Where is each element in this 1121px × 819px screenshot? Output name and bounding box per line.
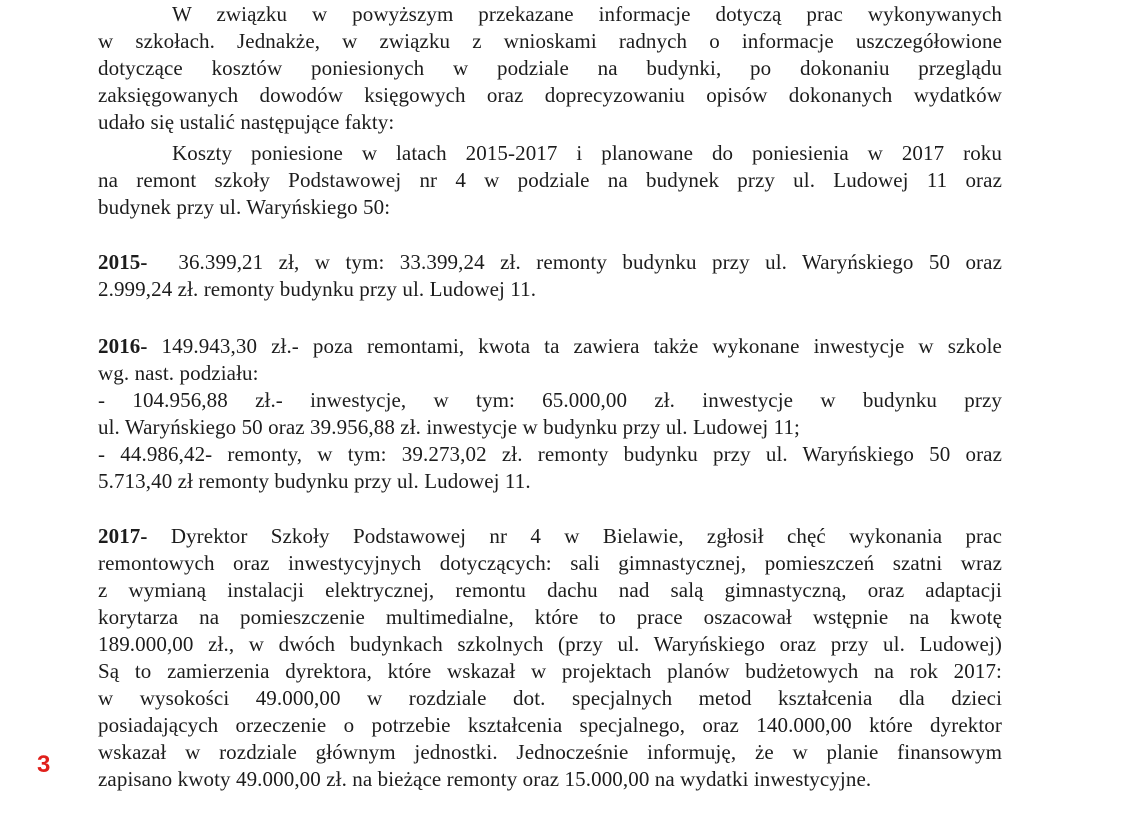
text-line: Koszty poniesione w latach 2015-2017 i planowane do poniesienia w 2017 roku <box>172 141 1002 165</box>
text-line: dotyczące kosztów poniesionych w podziale na budynki, po dokonaniu przeglądu <box>98 56 1002 80</box>
year-2017-text: Dyrektor Szkoły Podstawowej nr 4 w Bielawie, zgłosił chęć wykonania prac <box>170 524 1002 548</box>
text-line: 5.713,40 zł remonty budynku przy ul. Ludowej 11. <box>98 469 531 493</box>
text-line: korytarza na pomieszczenie multimedialne, które to prace oszacował wstępnie na kwotę <box>98 605 1002 629</box>
text-line: zaksięgowanych dowodów księgowych oraz doprecyzowaniu opisów dokonanych wydatków <box>98 83 1002 107</box>
year-2017-label: 2017- <box>98 524 148 548</box>
text-line: W związku w powyższym przekazane informacje dotyczą prac wykonywanych <box>172 2 1002 26</box>
page-number: 3 <box>37 751 51 778</box>
year-2016-label: 2016- <box>98 334 148 358</box>
text-line: na remont szkoły Podstawowej nr 4 w podziale na budynek przy ul. Ludowej 11 oraz <box>98 168 1002 192</box>
text-line: ul. Waryńskiego 50 oraz 39.956,88 zł. inwestycje w budynku przy ul. Ludowej 11; <box>98 415 800 439</box>
text-line: remontowych oraz inwestycyjnych dotyczących: sali gimnastycznej, pomieszczeń szatni wraz <box>98 551 1002 575</box>
text-line: posiadających orzeczenie o potrzebie kształcenia specjalnego, oraz 140.000,00 które dyrektor <box>98 713 1002 737</box>
text-line: w wysokości 49.000,00 w rozdziale dot. specjalnych metod kształcenia dla dzieci <box>98 686 1002 710</box>
text-line: wskazał w rozdziale głównym jednostki. Jednocześnie informuję, że w planie finansowym <box>98 740 1002 764</box>
text-line-2017 <box>98 523 1002 549</box>
text-line-2016 <box>98 333 1002 359</box>
text-line: udało się ustalić następujące fakty: <box>98 110 395 134</box>
text-line: z wymianą instalacji elektrycznej, remontu dachu nad salą gimnastyczną, oraz adaptacji <box>98 578 1002 602</box>
text-line: w szkołach. Jednakże, w związku z wnioskami radnych o informacje uszczegółowione <box>98 29 1002 53</box>
text-line-2015 <box>98 249 1002 275</box>
document-body <box>98 0 1002 819</box>
text-line: 189.000,00 zł., w dwóch budynkach szkolnych (przy ul. Waryńskiego oraz przy ul. Ludowej) <box>98 632 1002 656</box>
text-line: - 104.956,88 zł.- inwestycje, w tym: 65.000,00 zł. inwestycje w budynku przy <box>98 388 1002 412</box>
text-line: budynek przy ul. Waryńskiego 50: <box>98 195 391 219</box>
text-line: 2.999,24 zł. remonty budynku przy ul. Ludowej 11. <box>98 277 537 301</box>
text-line: - 44.986,42- remonty, w tym: 39.273,02 zł. remonty budynku przy ul. Waryńskiego 50 oraz <box>98 442 1002 466</box>
text-line: wg. nast. podziału: <box>98 361 259 385</box>
year-2016-text: 149.943,30 zł.- poza remontami, kwota ta zawiera także wykonane inwestycje w szkole <box>161 334 1002 358</box>
text-line: Są to zamierzenia dyrektora, które wskazał w projektach planów budżetowych na rok 2017: <box>98 659 1002 683</box>
year-2015-text: 36.399,21 zł, w tym: 33.399,24 zł. remonty budynku przy ul. Waryńskiego 50 oraz <box>178 250 1002 274</box>
year-2015-label: 2015- <box>98 250 148 274</box>
text-line: zapisano kwoty 49.000,00 zł. na bieżące remonty oraz 15.000,00 na wydatki inwestycyjne. <box>98 767 872 791</box>
